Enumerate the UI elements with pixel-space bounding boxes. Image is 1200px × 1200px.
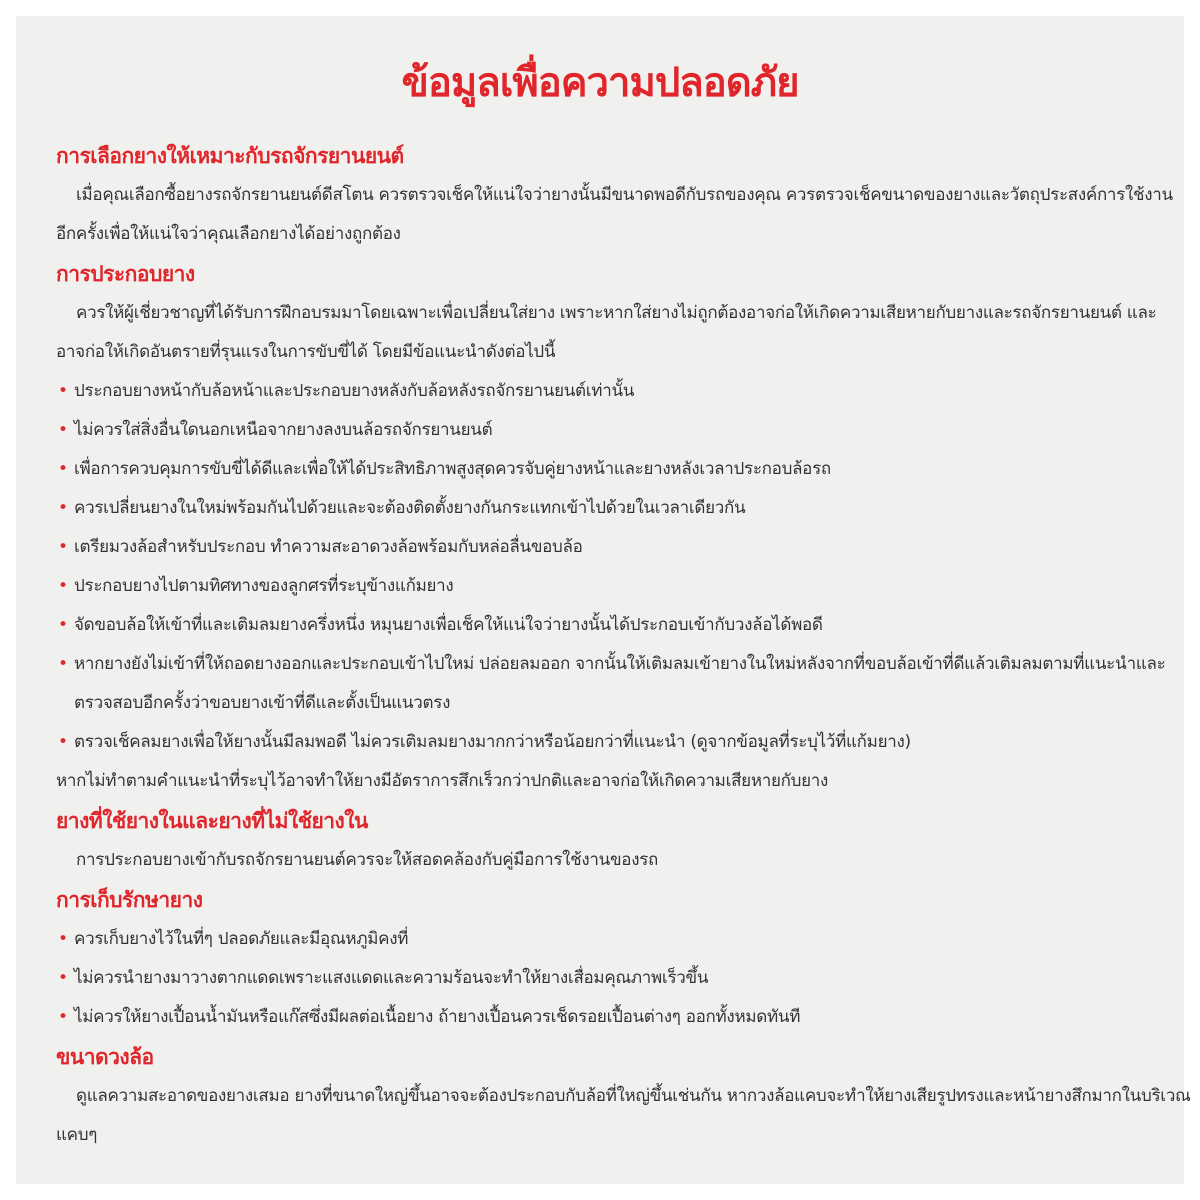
bullet-icon: •: [58, 459, 68, 479]
bullet-icon: •: [58, 498, 68, 518]
bullet-icon: •: [58, 576, 68, 596]
list-item-text: เตรียมวงล้อสำหรับประกอบ ทำความสะอาดวงล้อพร้อมกับหล่อลื่นขอบล้อ: [74, 537, 583, 557]
list-item: [56, 920, 1166, 959]
safety-info-panel: [16, 16, 1191, 1184]
bullet-icon: •: [58, 420, 68, 440]
list-item: [56, 606, 1166, 645]
paragraph-line: ดูแลความสะอาดของยางเสมอ ยางที่ขนาดใหญ่ขึ้นอาจจะต้องประกอบกับล้อที่ใหญ่ขึ้นเช่นกัน หากวงล้อแคบจะทำให้ยางเสียรูปทรงและหน้ายางสึกมากในบริเวณ: [76, 1086, 1191, 1106]
bullet-icon: •: [58, 929, 68, 949]
section: [56, 880, 1166, 1037]
bullet-icon: •: [58, 381, 68, 401]
list-item-text: ไม่ควรให้ยางเปื้อนน้ำมันหรือแก๊สซึ่งมีผลต่อเนื้อยาง ถ้ายางเปื้อนควรเช็ดรอยเปื้อนต่างๆ ออกทั้งหมดทันที: [74, 1007, 801, 1027]
list-item-text: ควรเก็บยางไว้ในที่ๆ ปลอดภัยและมีอุณหภูมิคงที่: [74, 929, 409, 949]
list-item: [56, 567, 1166, 606]
list-item: [56, 645, 1166, 684]
section-heading: การประกอบยาง: [56, 262, 195, 286]
paragraph-line: อีกครั้งเพื่อให้แน่ใจว่าคุณเลือกยางได้อย่างถูกต้อง: [56, 224, 401, 244]
bullet-icon: •: [58, 615, 68, 635]
list-item-text: ควรเปลี่ยนยางในใหม่พร้อมกันไปด้วยและจะต้องติดตั้งยางกันกระแทกเข้าไปด้วยในเวลาเดียวกัน: [74, 498, 746, 518]
list-item: [56, 528, 1166, 567]
list-item: [56, 959, 1166, 998]
paragraph-line: การประกอบยางเข้ากับรถจักรยานยนต์ควรจะให้สอดคล้องกับคู่มือการใช้งานของรถ: [76, 850, 659, 870]
section: [56, 801, 1166, 880]
list-item-text: ประกอบยางหน้ากับล้อหน้าและประกอบยางหลังกับล้อหลังรถจักรยานยนต์เท่านั้น: [74, 381, 635, 401]
section-heading: การเก็บรักษายาง: [56, 888, 203, 912]
list-item-text: ไม่ควรนำยางมาวางตากแดดเพราะแสงแดดและความร้อนจะทำให้ยางเสื่อมคุณภาพเร็วขึ้น: [74, 968, 709, 988]
section-heading: ขนาดวงล้อ: [56, 1045, 154, 1069]
list-item: [56, 489, 1166, 528]
note-text: หากไม่ทำตามคำแนะนำที่ระบุไว้อาจทำให้ยางมีอัตราการสึกเร็วกว่าปกติและอาจก่อให้เกิดความเสียหายกับยาง: [56, 771, 829, 791]
list-item-text: เพื่อการควบคุมการขับขี่ได้ดีและเพื่อให้ได้ประสิทธิภาพสูงสุดควรจับคู่ยางหน้าและยางหลังเวลาประกอบล้อรถ: [74, 459, 831, 479]
list-item: [56, 411, 1166, 450]
paragraph-line: ควรให้ผู้เชี่ยวชาญที่ได้รับการฝึกอบรมมาโดยเฉพาะเพื่อเปลี่ยนใส่ยาง เพราะหากใส่ยางไม่ถูกต้องอาจก่อให้เกิดความเสียหายกับยางและรถจักรยานยนต์ และ: [76, 303, 1157, 323]
section: [56, 136, 1173, 254]
list-item-text: ไม่ควรใส่สิ่งอื่นใดนอกเหนือจากยางลงบนล้อรถจักรยานยนต์: [74, 420, 493, 440]
list-item-text: หากยางยังไม่เข้าที่ให้ถอดยางออกและประกอบเข้าไปใหม่ ปล่อยลมออก จากนั้นให้เติมลมเข้ายางในใหม่หลังจากที่ขอบล้อเข้าที่ดีแล้วเติมลมตามที่แนะนำและ: [74, 654, 1166, 674]
paragraph-line: แคบๆ: [56, 1125, 98, 1145]
list-item: [56, 372, 1166, 411]
list-item: [56, 723, 1166, 762]
list-item-text: ตรวจเช็คลมยางเพื่อให้ยางนั้นมีลมพอดี ไม่ควรเติมลมยางมากกว่าหรือน้อยกว่าที่แนะนำ (ดูจากข้อมูลที่ระบุไว้ที่แก้มยาง): [74, 732, 911, 752]
bullet-icon: •: [58, 1007, 68, 1027]
list-item: [56, 450, 1166, 489]
paragraph-line: อาจก่อให้เกิดอันตรายที่รุนแรงในการขับขี่ได้ โดยมีข้อแนะนำดังต่อไปนี้: [56, 342, 556, 362]
content: [56, 136, 1191, 1155]
paragraph-line: เมื่อคุณเลือกซื้อยางรถจักรยานยนต์ดีสโตน ควรตรวจเช็คให้แน่ใจว่ายางนั้นมีขนาดพอดีกับรถของคุณ ควรตรวจเช็คขนาดของยางและวัตถุประสงค์การใช้งาน: [76, 185, 1173, 205]
section-heading: ยางที่ใช้ยางในและยางที่ไม่ใช้ยางใน: [56, 809, 368, 833]
bullet-icon: •: [58, 537, 68, 557]
section-heading: การเลือกยางให้เหมาะกับรถจักรยานยนต์: [56, 144, 404, 168]
list-item-text: จัดขอบล้อให้เข้าที่และเติมลมยางครึ่งหนึ่ง หมุนยางเพื่อเช็คให้แน่ใจว่ายางนั้นได้ประกอบเข้ากับวงล้อได้พอดี: [74, 615, 823, 635]
bullet-icon: •: [58, 968, 68, 988]
section: [56, 1037, 1191, 1155]
page-title: ข้อมูลเพื่อความปลอดภัย: [401, 60, 799, 106]
bullet-icon: •: [58, 654, 68, 674]
list-item-text: ประกอบยางไปตามทิศทางของลูกศรที่ระบุข้างแก้มยาง: [74, 576, 454, 596]
list-item: [56, 684, 1166, 723]
bullet-icon: •: [58, 732, 68, 752]
section: [56, 254, 1166, 801]
list-item-text: ตรวจสอบอีกครั้งว่าขอบยางเข้าที่ดีและตั้งเป็นแนวตรง: [74, 693, 451, 713]
list-item: [56, 998, 1166, 1037]
